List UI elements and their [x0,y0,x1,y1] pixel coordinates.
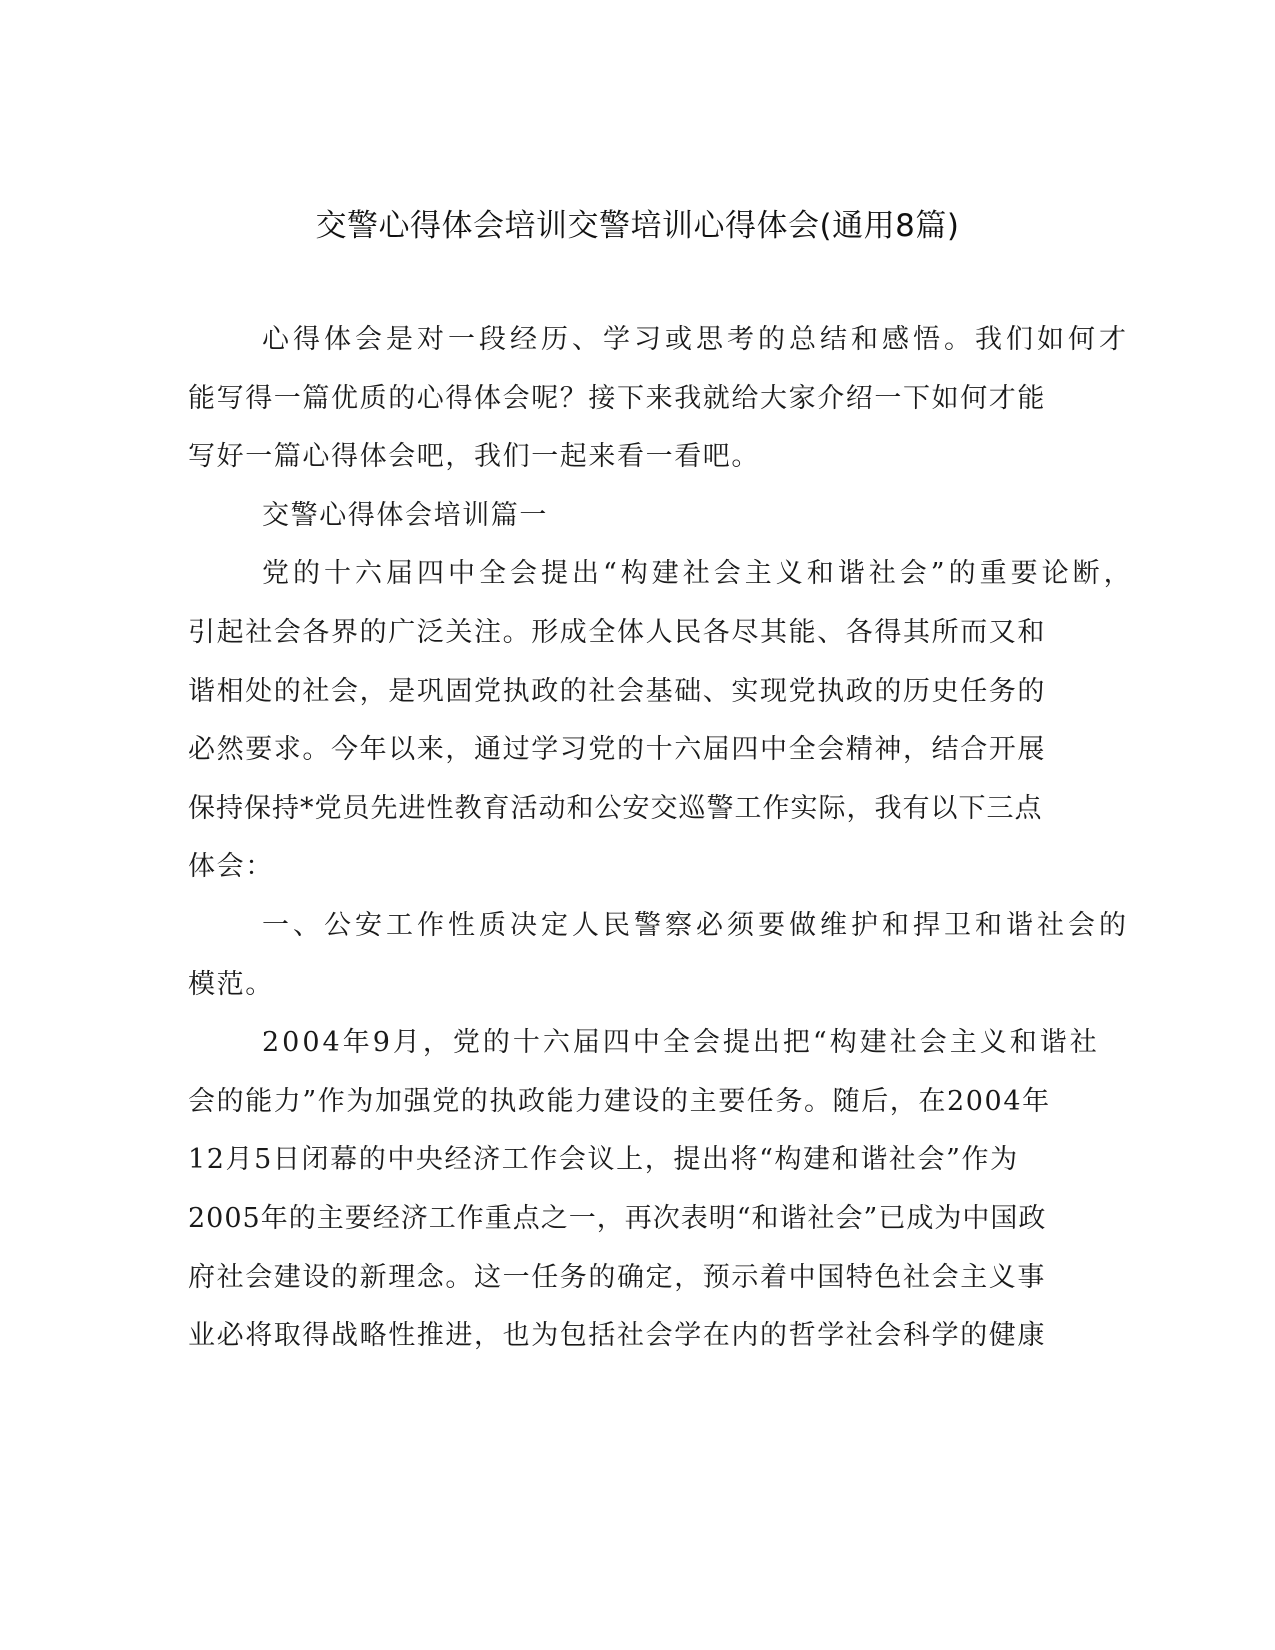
paragraph-line: 必然要求。今年以来，通过学习党的十六届四中全会精神，结合开展 [188,734,1046,765]
paragraph-line-indented: 一、公安工作性质决定人民警察必须要做维护和捍卫和谐社会的 [262,910,1130,941]
paragraph-line-indented: 2004年9月，党的十六届四中全会提出把“构建社会主义和谐社 [262,1027,1100,1058]
paragraph-line: 2005年的主要经济工作重点之一，再次表明“和谐社会”已成为中国政 [188,1203,1047,1234]
paragraph-line: 会的能力”作为加强党的执政能力建设的主要任务。随后，在2004年 [188,1086,1051,1117]
paragraph-line: 保持保持*党员先进性教育活动和公安交巡警工作实际，我有以下三点 [188,793,1043,824]
paragraph-line: 引起社会各界的广泛关注。形成全体人民各尽其能、各得其所而又和 [188,617,1046,648]
paragraph-line: 谐相处的社会，是巩固党执政的社会基础、实现党执政的历史任务的 [188,676,1046,707]
paragraph-line-indented: 党的十六届四中全会提出“构建社会主义和谐社会”的重要论断， [262,558,1135,589]
paragraph-line: 写好一篇心得体会吧，我们一起来看一看吧。 [188,441,760,472]
paragraph-line: 模范。 [188,969,274,1000]
paragraph-line: 业必将取得战略性推进，也为包括社会学在内的哲学社会科学的健康 [188,1320,1046,1351]
paragraph-line: 能写得一篇优质的心得体会呢？接下来我就给大家介绍一下如何才能 [188,383,1046,414]
paragraph-line: 府社会建设的新理念。这一任务的确定，预示着中国特色社会主义事 [188,1262,1046,1293]
paragraph-line-indented: 交警心得体会培训篇一 [262,500,548,531]
paragraph-line-indented: 心得体会是对一段经历、学习或思考的总结和感悟。我们如何才 [262,324,1130,355]
document-title: 交警心得体会培训交警培训心得体会(通用8篇) [315,208,960,244]
paragraph-line: 12月5日闭幕的中央经济工作会议上，提出将“构建和谐社会”作为 [188,1144,1019,1175]
paragraph-line: 体会： [188,851,274,882]
